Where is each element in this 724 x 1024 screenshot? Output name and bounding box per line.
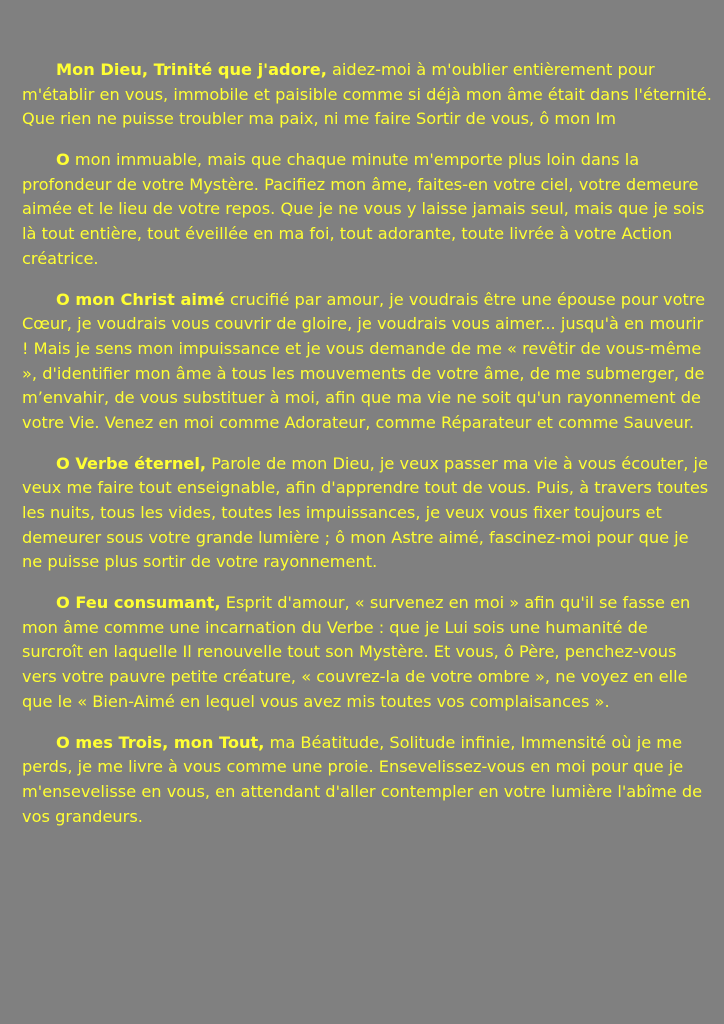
- paragraph-text: ma Béatitude, Solitude infinie, Immensité où je me perds, je me livre à vous comme une proie. Ensevelissez-vous en moi pour que je m'ensevelisse en vous, en attendant d'aller contempler en votre lumière l'abîme de vos grandeurs.: [22, 732, 703, 826]
- paragraph-text: crucifié par amour, je voudrais être une épouse pour votre Cœur, je voudrais vous couvrir de gloire, je voudrais vous aimer... jusqu'à en mourir ! Mais je sens mon impuissance et je vous demande de me « revêtir de vous-même », d'identifier mon âme à tous les mouvements de votre âme, de me submerger, de m’envahir, de vous substituer à moi, afin que ma vie ne soit qu'un rayonnement de votre Vie. Venez en moi comme Adorateur, comme Réparateur et comme Sauveur.: [22, 289, 706, 432]
- paragraph-3: [22, 288, 712, 436]
- paragraph-lead: O Verbe éternel,: [56, 453, 207, 473]
- paragraph-lead: O: [56, 150, 70, 170]
- paragraph-lead: O mon Christ aimé: [56, 289, 225, 309]
- document-page: [22, 58, 712, 846]
- paragraph-text: Esprit d'amour, « survenez en moi » afin qu'il se fasse en mon âme comme une incarnation du Verbe : que je Lui sois une humanité de surcroît en laquelle Il renouvelle tout son Mystère. Et vous, ô Père, penchez-vous vers votre pauvre petite créature, « couvrez-la de votre ombre », ne voyez en elle que le « Bien-Aimé en lequel vous avez mis toutes vos complaisances ».: [22, 593, 691, 711]
- paragraph-2: [22, 148, 712, 271]
- paragraph-4: [22, 452, 712, 575]
- paragraph-5: [22, 591, 712, 714]
- paragraph-lead: Mon Dieu, Trinité que j'adore,: [56, 60, 327, 79]
- paragraph-lead: O Feu consumant,: [56, 593, 221, 613]
- paragraph-lead: O mes Trois, mon Tout,: [56, 732, 265, 752]
- paragraph-text: mon immuable, mais que chaque minute m'emporte plus loin dans la profondeur de votre Mystère. Pacifiez mon âme, faites-en votre ciel, votre demeure aimée et le lieu de votre repos. Que je ne vous y laisse jamais seul, mais que je sois là tout entière, tout éveillée en ma foi, tout adorante, toute livrée à votre Action créatrice.: [22, 150, 705, 268]
- paragraph-text: aidez-moi à m'oublier entièrement pour m'établir en vous, immobile et paisible comme si déjà mon âme était dans l'éternité. Que rien ne puisse troubler ma paix, ni me faire Sortir de vous, ô mon Im: [22, 60, 712, 129]
- paragraph-1: [22, 58, 712, 132]
- paragraph-6: [22, 731, 712, 829]
- paragraph-text: Parole de mon Dieu, je veux passer ma vie à vous écouter, je veux me faire tout enseignable, afin d'apprendre tout de vous. Puis, à travers toutes les nuits, tous les vides, toutes les impuissances, je veux vous fixer toujours et demeurer sous votre grande lumière ; ô mon Astre aimé, fascinez-moi pour que je ne puisse plus sortir de votre rayonnement.: [22, 453, 709, 572]
